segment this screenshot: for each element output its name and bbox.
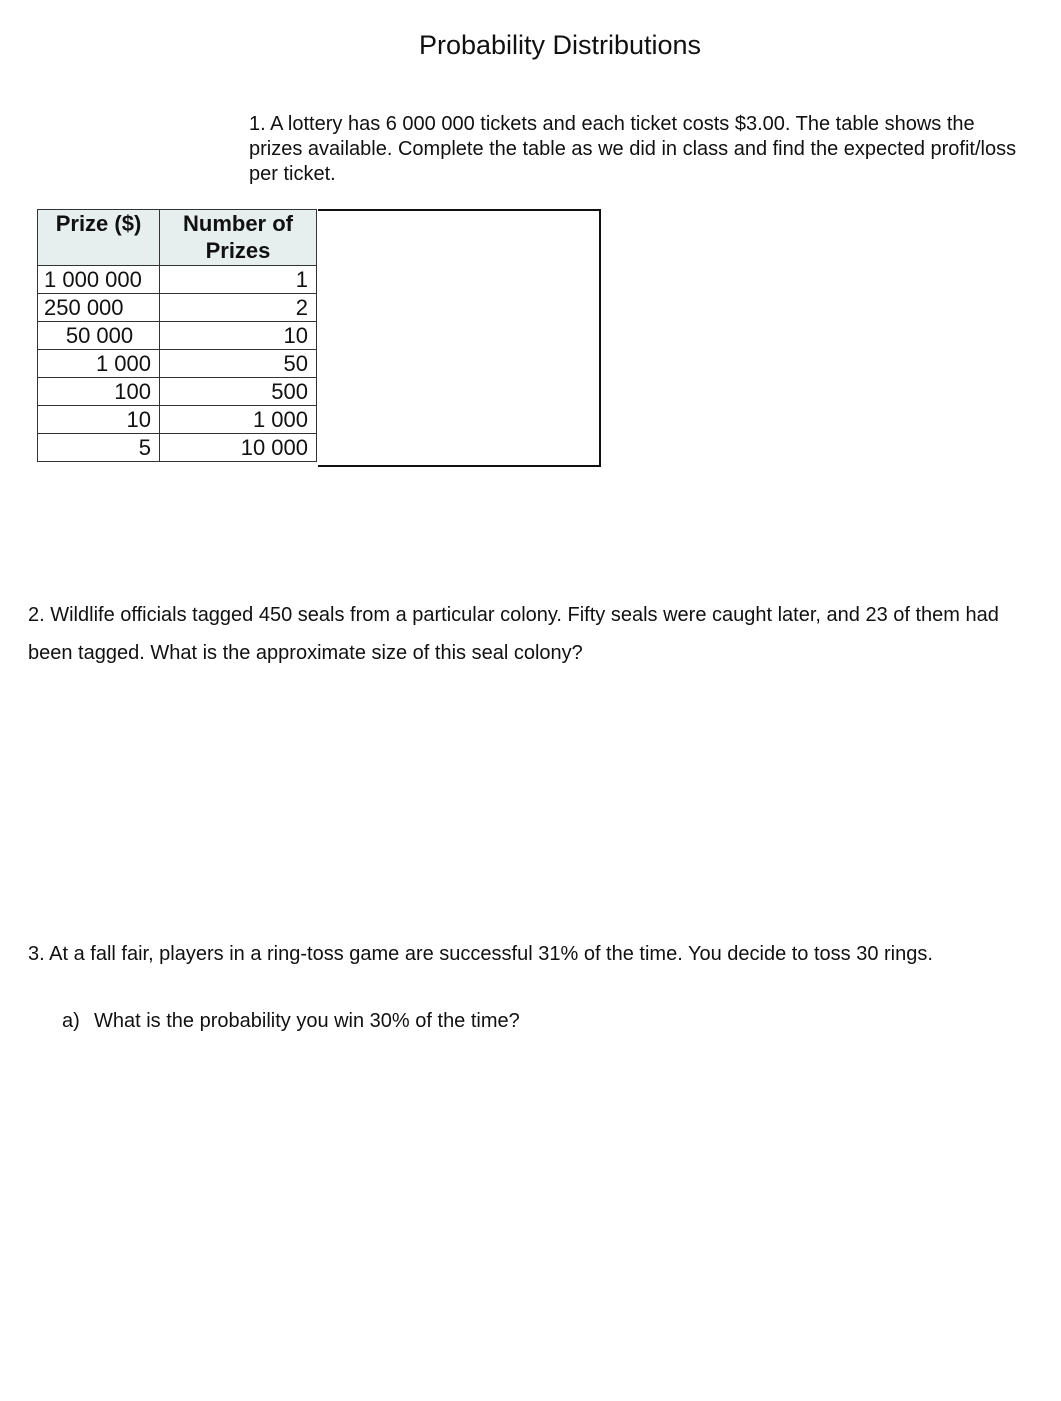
prize-cell: 50 000 [38,322,160,350]
count-cell: 1 000 [160,406,317,434]
count-cell: 50 [160,350,317,378]
question-3a [62,1005,520,1038]
prize-cell: 1 000 [38,350,160,378]
blank-answer-box [318,209,601,467]
table-row [38,434,317,462]
table-row [38,266,317,294]
question-3a-label: a) [62,1010,80,1032]
table-row [38,294,317,322]
table-row [38,378,317,406]
count-cell: 1 [160,266,317,294]
page-title: Probability Distributions [418,30,702,60]
count-cell: 500 [160,378,317,406]
prize-cell: 250 000 [38,294,160,322]
prize-cell: 1 000 000 [38,266,160,294]
table-header-row [38,210,317,266]
header-prize: Prize ($) [38,210,160,266]
prize-cell: 100 [38,378,160,406]
question-3: 3. At a fall fair, players in a ring-toss game are successful 31% of the time. You decide to toss 30 rings. [28,943,933,965]
count-cell: 2 [160,294,317,322]
question-1: 1. A lottery has 6 000 000 tickets and each ticket costs $3.00. The table shows the prizes available. Complete the table as we did in class and find the expected profit/loss per ticket. [249,113,1017,185]
question-2: 2. Wildlife officials tagged 450 seals from a particular colony. Fifty seals were caught later, and 23 of them had been tagged. What is the approximate size of this seal colony? [28,604,999,664]
prize-cell: 10 [38,406,160,434]
table-row [38,406,317,434]
question-3a-text: What is the probability you win 30% of the time? [94,1010,520,1032]
header-number-of-prizes: Number of Prizes [160,210,317,266]
table-row [38,322,317,350]
prize-table [37,209,317,462]
prize-cell: 5 [38,434,160,462]
table-row [38,350,317,378]
count-cell: 10 [160,322,317,350]
count-cell: 10 000 [160,434,317,462]
